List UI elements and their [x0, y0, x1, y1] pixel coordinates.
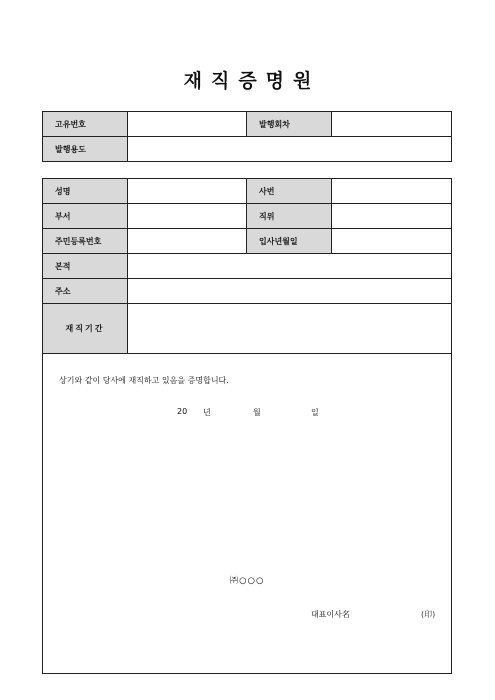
period-label: 재직기간	[43, 304, 128, 354]
department-label: 부서	[43, 204, 128, 229]
company-name: ㈜○○○	[229, 576, 265, 586]
address-field[interactable]	[128, 279, 452, 304]
certification-body	[43, 354, 452, 674]
department-field[interactable]	[128, 204, 247, 229]
seal-mark: (印)	[421, 610, 436, 619]
employee-no-field[interactable]	[332, 179, 452, 204]
hire-date-field[interactable]	[332, 229, 452, 254]
name-field[interactable]	[128, 179, 247, 204]
employee-info-table	[42, 178, 452, 674]
position-label: 직위	[247, 204, 332, 229]
unique-number-label: 고유번호	[43, 112, 128, 137]
date-month-unit: 월	[253, 408, 261, 417]
issue-count-field[interactable]	[332, 112, 452, 137]
date-day-unit: 일	[311, 408, 319, 417]
name-label: 성명	[43, 179, 128, 204]
hire-date-label: 입사년월일	[247, 229, 332, 254]
issue-count-label: 발행회차	[247, 112, 332, 137]
issue-info-table	[42, 111, 452, 162]
date-year: 20	[177, 407, 188, 416]
ceo-label: 대표이사名	[311, 610, 350, 619]
certification-statement: 상기와 같이 당사에 재직하고 있음을 증명합니다.	[59, 376, 229, 385]
document-title: 재직증명원	[183, 70, 321, 92]
address-label: 주소	[43, 279, 128, 304]
domicile-label: 본적	[43, 254, 128, 279]
purpose-label: 발행용도	[43, 137, 128, 162]
date-year-unit: 년	[203, 408, 211, 417]
resident-no-label: 주민등록번호	[43, 229, 128, 254]
domicile-field[interactable]	[128, 254, 452, 279]
position-field[interactable]	[332, 204, 452, 229]
resident-no-field[interactable]	[128, 229, 247, 254]
period-field[interactable]	[128, 304, 452, 354]
employee-no-label: 사번	[247, 179, 332, 204]
purpose-field[interactable]	[128, 137, 452, 162]
unique-number-field[interactable]	[128, 112, 247, 137]
